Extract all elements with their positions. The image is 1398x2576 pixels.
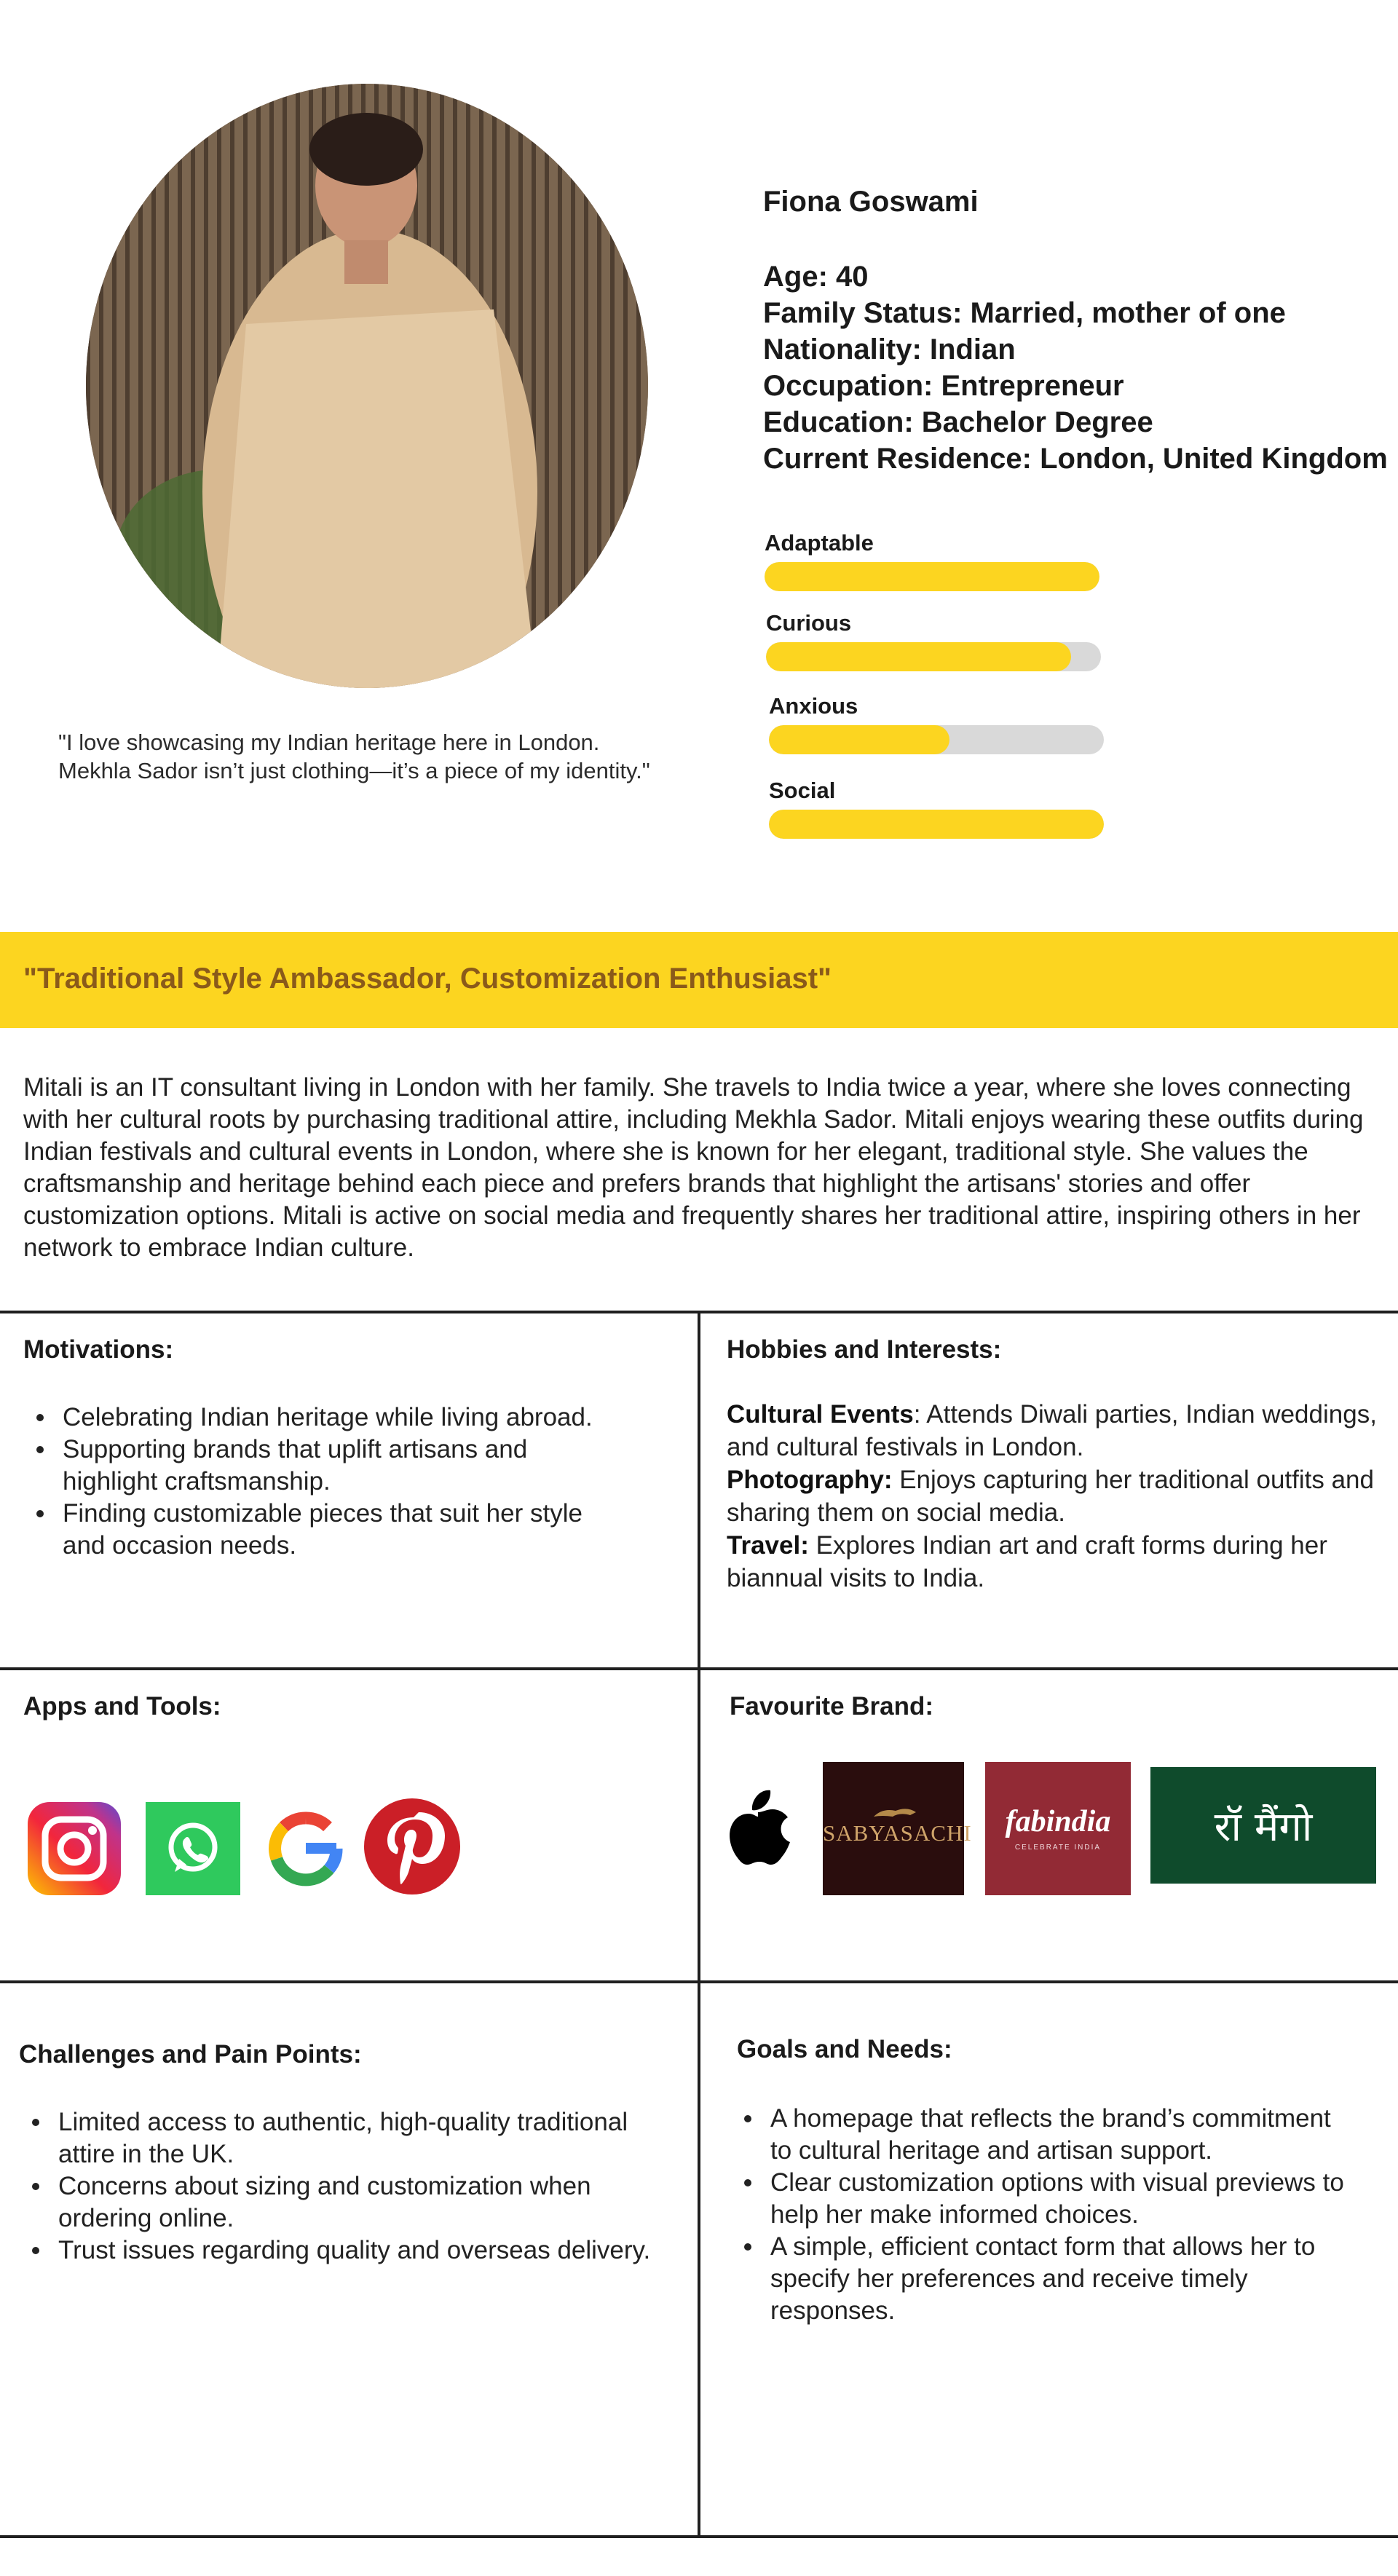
list-item [727, 1463, 1389, 1529]
list-item [727, 1529, 1389, 1595]
list-item: Concerns about sizing and customization when ordering online. [19, 2170, 660, 2235]
trait-bar [765, 562, 1099, 591]
tagline-banner [0, 932, 1398, 1028]
sabyasachi-logo-mark [823, 1762, 972, 1895]
hobby-label: Cultural Events [727, 1400, 914, 1429]
apple-logo [725, 1782, 791, 1870]
challenges-list [19, 2106, 660, 2267]
hobbies-list [727, 1398, 1389, 1595]
hobby-text: : Attends Diwali parties, Indian weddings, and cultural festivals in London. [727, 1400, 1377, 1461]
fabindia-wordmark: fabindia [1005, 1805, 1111, 1838]
list-item: A simple, efficient contact form that allows her to specify her preferences and receive timely responses. [731, 2231, 1357, 2327]
list-item: Trust issues regarding quality and overseas delivery. [19, 2235, 660, 2267]
hobbies-title: Hobbies and Interests: [727, 1335, 1002, 1364]
list-item: Supporting brands that uplift artisans and highlight craftsmanship. [23, 1434, 620, 1498]
trait-bar [766, 642, 1101, 671]
motivations-title: Motivations: [23, 1335, 174, 1364]
fact-occupation: Occupation: Entrepreneur [763, 370, 1124, 402]
whatsapp-icon [146, 1802, 240, 1895]
list-item: Celebrating Indian heritage while living abroad. [23, 1402, 620, 1434]
fact-residence: Current Residence: London, United Kingdom [763, 443, 1388, 475]
goals-list [731, 2103, 1357, 2327]
persona-name: Fiona Goswami [763, 186, 979, 218]
trait-social [769, 778, 1111, 839]
trait-bar-fill [769, 725, 949, 754]
fact-family-status: Family Status: Married, mother of one [763, 297, 1286, 329]
fact-nationality: Nationality: Indian [763, 333, 1016, 366]
pinterest-icon [364, 1798, 460, 1895]
sabyasachi-wordmark: SABYASACHI [823, 1820, 972, 1846]
persona-photo [86, 84, 648, 688]
trait-label: Social [769, 778, 836, 803]
divider [698, 1311, 700, 2538]
motivations-list [23, 1402, 620, 1562]
apps-title: Apps and Tools: [23, 1692, 221, 1720]
sabyasachi-logo [823, 1762, 972, 1895]
hobby-text: Explores Indian art and craft forms during her biannual visits to India. [727, 1531, 1327, 1592]
list-item: Clear customization options with visual previews to help her make informed choices. [731, 2167, 1357, 2231]
persona-bio: Mitali is an IT consultant living in London with her family. She travels to India twice a year, where she loves connecting with her cultural roots by purchasing traditional attire, including Mekhla Sador. Mitali enjoys wearing these outfits during Indian festivals and cultural events in London, where she is known for her elegant, traditional style. She values the craftsmanship and heritage behind each piece and prefers brands that highlight the artisans' stories and offer customization options. Mitali is active on social media and frequently shares her traditional attire, inspiring others in her network to embrace Indian culture. [23, 1073, 1364, 1262]
brands-title: Favourite Brand: [730, 1692, 934, 1720]
trait-bar [769, 810, 1104, 839]
goals-title: Goals and Needs: [737, 2035, 952, 2063]
trait-anxious [769, 693, 1111, 754]
instagram-icon [28, 1802, 121, 1895]
hobby-label: Travel: [727, 1531, 809, 1560]
list-item: A homepage that reflects the brand’s commitment to cultural heritage and artisan support. [731, 2103, 1357, 2167]
fact-education: Education: Bachelor Degree [763, 406, 1153, 438]
raw-mango-wordmark: रॉ मैंगो [1214, 1803, 1313, 1851]
persona-facts [763, 258, 1398, 477]
raw-mango-logo [1150, 1767, 1376, 1884]
hobby-text: Enjoys capturing her traditional outfits and sharing them on social media. [727, 1466, 1374, 1527]
trait-bar-fill [769, 810, 1104, 839]
fabindia-subtext: CELEBRATE INDIA [1014, 1844, 1102, 1852]
fabindia-logo-mark [985, 1762, 1131, 1895]
tagline-text: "Traditional Style Ambassador, Customization Enthusiast" [23, 963, 832, 995]
list-item: Limited access to authentic, high-quality traditional attire in the UK. [19, 2106, 660, 2170]
persona-quote: "I love showcasing my Indian heritage here in London. Mekhla Sador isn’t just clothing—it’s a piece of my identity." [58, 730, 650, 783]
fact-age: Age: 40 [763, 261, 869, 293]
trait-bar-fill [765, 562, 1099, 591]
trait-bar [769, 725, 1104, 754]
trait-adaptable [765, 530, 1107, 591]
list-item: Finding customizable pieces that suit her style and occasion needs. [23, 1498, 620, 1562]
trait-label: Adaptable [765, 530, 874, 556]
trait-curious [766, 610, 1108, 671]
trait-bar-fill [766, 642, 1071, 671]
trait-label: Anxious [769, 693, 858, 719]
list-item [727, 1398, 1389, 1463]
hobby-label: Photography: [727, 1466, 893, 1494]
trait-label: Curious [766, 610, 852, 636]
challenges-title: Challenges and Pain Points: [19, 2040, 362, 2069]
google-icon [266, 1809, 345, 1888]
fabindia-logo [985, 1762, 1131, 1895]
